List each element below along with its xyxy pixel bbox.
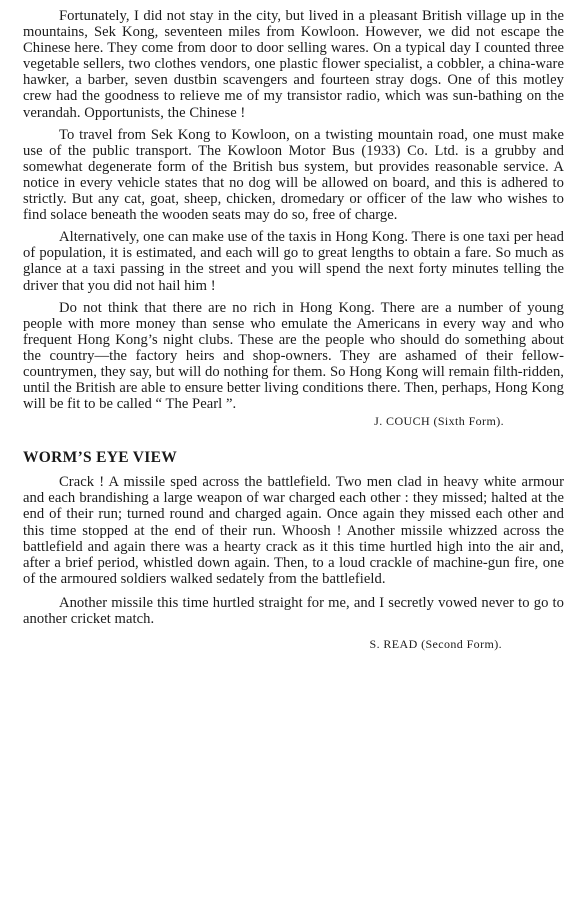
paragraph-2: To travel from Sek Kong to Kowloon, on a twisting mountain road, one must make use of the public transport. The Kowloon Motor Bus (1933) Co. Ltd. is a grubby and somewhat degenerate form of the British bus system, but provides reasonable service. A notice in every vehicle states that no dog will be allowed on board, and this is adhered to strictly. But any cat, goat, sheep, chicken, dromedary or officer of the law who wishes to find solace beneath the wooden seats may do so, free of charge. — [23, 126, 564, 224]
paragraph-4: Do not think that there are no rich in Hong Kong. There are a number of young people with more money than sense who emulate the Americans in every way and who frequent Hong Kong’s night clubs. These are the people who should do something about the country—the factory heirs and shop-owners. They are ashamed of their fellow-countrymen, they say, but will do nothing for them. So Hong Kong will remain filth-ridden, until the British are able to ensure better living conditions there. Then, perhaps, Hong Kong will be fit to be called “ The Pearl ”. — [23, 299, 564, 413]
paragraph-3: Alternatively, one can make use of the taxis in Hong Kong. There is one taxi per head of population, it is estimated, and each will go to great lengths to obtain a fare. So much as glance at a taxi passing in the street and you will spend the next forty minutes telling the driver that you did not hail him ! — [23, 229, 564, 294]
section-title: WORM’S EYE VIEW — [23, 449, 178, 467]
author-signature-1: J. COUCH (Sixth Form). — [374, 414, 504, 429]
author-signature-2: S. READ (Second Form). — [369, 637, 502, 652]
article-hong-kong — [23, 8, 564, 428]
paragraph-6: Another missile this time hurtled straight for me, and I secretly vowed never to go to another cricket match. — [23, 594, 564, 627]
paragraph-1: Fortunately, I did not stay in the city, but lived in a pleasant British village up in the mountains, Sek Kong, seventeen miles from Kowloon. However, we did not escape the Chinese here. They come from door to door selling wares. On a typical day I counted three vegetable sellers, two clothes vendors, one plastic flower specialist, a cobbler, a china-ware hawker, a barber, seven dustbin scavengers and fourteen stray dogs. One of this motley crew had the goodness to relieve me of my transistor radio, which was sun-bathing on the verandah. Opportunists, the Chinese ! — [23, 8, 564, 121]
paragraph-5: Crack ! A missile sped across the battlefield. Two men clad in heavy white armour and each brandishing a large weapon of war charged each other : they missed; halted at the end of their run; turned round and charged again. Once again they missed each other and this time stopped at the end of their run. Whoosh ! Another missile whizzed across the battlefield and again there was a hearty crack as it this time hurtled high into the air and, after a brief period, whistled down again. Then, to a loud crackle of machine-gun fire, one of the armoured soldiers walked sedately from the battlefield. — [23, 474, 564, 587]
article-worms-eye-view — [23, 449, 564, 651]
